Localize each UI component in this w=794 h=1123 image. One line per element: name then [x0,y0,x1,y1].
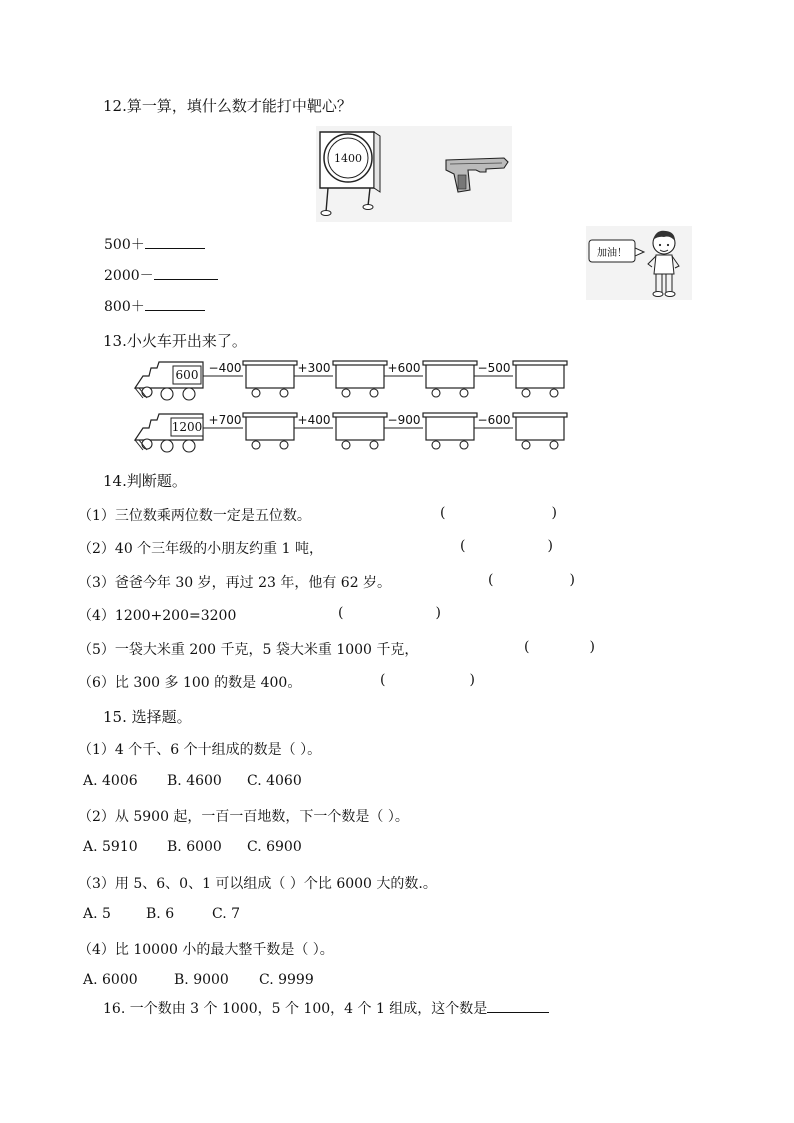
q14-item-3: （3）爸爸今年 30 岁，再过 23 年，他有 62 岁。 [78,575,392,591]
q15-option[interactable]: C. 7 [212,906,241,922]
train-1-car-3 [423,361,477,397]
train-1-car-2 [333,361,387,397]
q15-option[interactable]: A. 6000 [83,972,138,988]
answer-paren[interactable]: ( ) [524,639,595,655]
train-2-engine-number: 1200 [171,420,203,434]
q12-line-3: 800＋ [104,296,205,316]
q14-item-5: （5）一袋大米重 200 千克，5 袋大米重 1000 千克， [78,642,419,658]
q15-option[interactable]: B. 4600 [167,773,222,789]
q15-option[interactable]: A. 4006 [83,773,138,789]
answer-paren[interactable]: ( ) [440,505,557,521]
q15-question-3: （3）用 5、6、0、1 可以组成（ ）个比 6000 大的数.。 [78,876,437,892]
q14-title: 14.判断题。 [103,472,187,490]
q16-line [103,998,549,1018]
answer-paren[interactable]: ( ) [488,572,575,588]
train-2-car-2 [333,413,387,449]
train-2-car-4 [513,413,567,449]
train-1-engine-number: 600 [175,368,199,382]
train-2-car-3 [423,413,477,449]
answer-blank[interactable] [487,998,549,1013]
q13-title: 13.小火车开出来了。 [103,332,247,350]
q15-option[interactable]: C. 4060 [247,773,302,789]
q16-text: 16. 一个数由 3 个 1000，5 个 100，4 个 1 组成，这个数是 [103,1001,488,1017]
target-number: 1400 [334,152,362,165]
q12-line-1: 500＋ [104,234,205,254]
train-1-car-1 [243,361,297,397]
answer-paren[interactable]: ( ) [380,672,475,688]
answer-blank[interactable] [154,265,218,280]
train-1-op-4: −500 [477,361,511,375]
q15-question-1: （1）4 个千、6 个十组成的数是（ ）。 [78,742,322,758]
q15-option[interactable]: B. 6 [146,906,175,922]
q15-question-2: （2）从 5900 起，一百一百地数，下一个数是（ ）。 [78,809,409,825]
q15-title: 15. 选择题。 [103,708,192,726]
q15-question-4: （4）比 10000 小的最大整千数是（ ）。 [78,942,334,958]
answer-paren[interactable]: ( ) [338,605,441,621]
q15-option[interactable]: C. 6900 [247,839,302,855]
q15-option[interactable]: A. 5910 [83,839,138,855]
train-1-op-2: +300 [297,361,331,375]
q15-option[interactable]: C. 9999 [259,972,314,988]
q14-item-4: （4）1200+200=3200 [78,608,237,624]
q15-option[interactable]: A. 5 [83,906,111,922]
cheering-boy-illustration [586,226,692,300]
q14-item-1: （1）三位数乘两位数一定是五位数。 [78,508,311,524]
train-1 [133,358,573,402]
answer-paren[interactable]: ( ) [460,538,553,554]
q14-item-2: （2）40 个三年级的小朋友约重 1 吨， [78,541,323,557]
train-1-op-1: −400 [208,361,242,375]
train-2 [133,410,573,454]
q12-title: 12.算一算，填什么数才能打中靶心？ [103,97,352,115]
q15-option[interactable]: B. 6000 [167,839,222,855]
q14-item-6: （6）比 300 多 100 的数是 400。 [78,675,302,691]
train-1-op-3: +600 [387,361,421,375]
train-2-op-4: −600 [477,413,511,427]
train-2-op-1: +700 [208,413,242,427]
answer-blank[interactable] [145,234,205,249]
answer-blank[interactable] [145,296,205,311]
train-2-op-2: +400 [297,413,331,427]
q12-line-2: 2000－ [104,265,218,285]
train-2-op-3: −900 [387,413,421,427]
target-illustration [316,126,512,222]
q15-option[interactable]: B. 9000 [174,972,229,988]
train-2-car-1 [243,413,297,449]
speech-bubble-text: 加油！ [597,248,627,259]
train-1-car-4 [513,361,567,397]
